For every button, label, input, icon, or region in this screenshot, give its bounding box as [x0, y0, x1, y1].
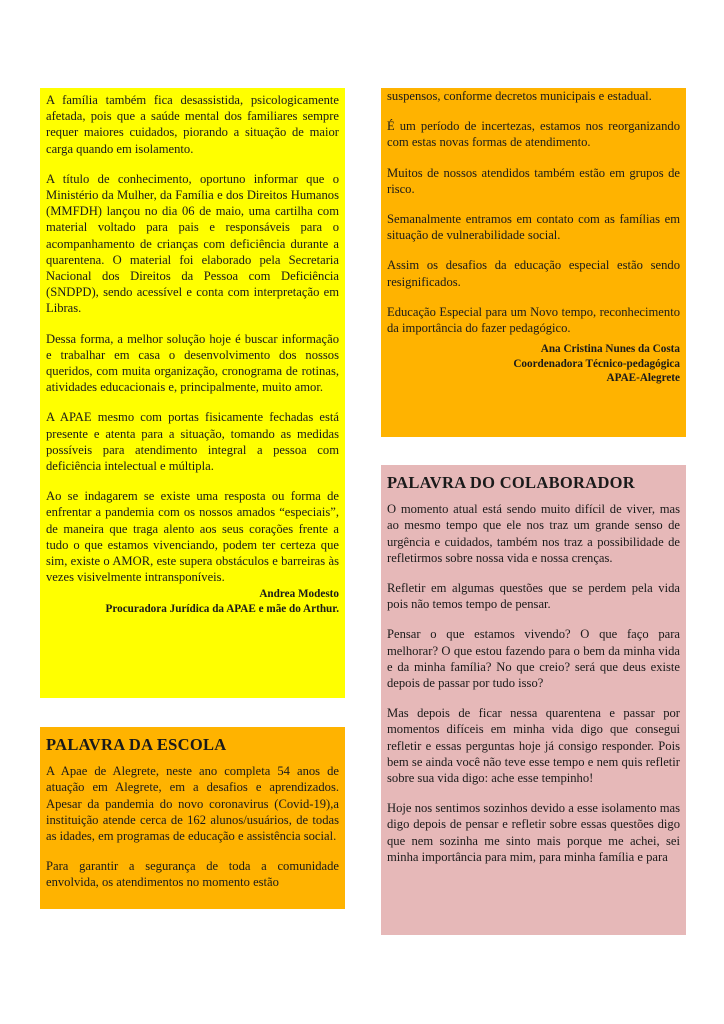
paragraph: Ao se indagarem se existe uma resposta ou forma de enfrentar a pandemia com os nossos amados “especiais”, de maneira que traga alento aos seus corações frente a tudo o que estamos vivenciando, podem ter certeza que sim, existe o AMOR, este supera obstáculos e barreiras às vezes visivelmente intransponíveis. — [46, 489, 339, 585]
paragraph: O momento atual está sendo muito difícil de viver, mas ao mesmo tempo que ele nos traz um grande senso de urgência e cuidados, também nos traz a possibilidade de refletirmos sobre nossa vida e nossa crenças. — [387, 502, 680, 565]
family-section — [40, 88, 345, 698]
paragraph: Assim os desafios da educação especial estão sendo resignificados. — [387, 258, 680, 289]
paragraph: suspensos, conforme decretos municipais e estadual. — [387, 89, 652, 103]
paragraph: A APAE mesmo com portas fisicamente fechadas está presente e atenta para a situação, tomando as medidas possíveis para atendimento integral a pessoa com deficiência intelectual e múltipla. — [46, 410, 339, 474]
paragraph: A título de conhecimento, oportuno informar que o Ministério da Mulher, da Família e dos Direitos Humanos (MMFDH) lançou no dia 06 de maio, uma cartilha com material voltado para pais e responsáveis para o acompanhamento de crianças com deficiência durante a quarentena. O material foi elaborado pela Secretaria Nacional dos Direitos da Pessoa com Deficiência (SNDPD), sendo acessível e conta com interpretação em Libras. — [46, 171, 339, 316]
signature-org: APAE-Alegrete — [606, 372, 680, 385]
signature-name: Ana Cristina Nunes da Costa — [540, 343, 680, 356]
signature-role: Coordenadora Técnico-pedagógica — [513, 357, 680, 370]
paragraph: Para garantir a segurança de toda a comunidade envolvida, os atendimentos no momento estão — [46, 859, 339, 890]
section-heading: PALAVRA DO COLABORADOR — [387, 473, 636, 492]
signature-role: Procuradora Jurídica da APAE e mãe do Arthur. — [105, 602, 339, 615]
signature — [46, 587, 339, 616]
paragraph: Muitos de nossos atendidos também estão em grupos de risco. — [387, 165, 680, 196]
paragraph: Hoje nos sentimos sozinhos devido a esse isolamento mas digo depois de pensar e refletir sobre essas questões digo que nem sozinha me sinto mais porque me achei, sei minha importância para mim, para minha família e para — [387, 801, 680, 864]
paragraph: A família também fica desassistida, psicologicamente afetada, pois que a saúde mental dos familiares sempre requer maiores cuidados, piorando a situação de maior carga quando em isolamento. — [46, 93, 339, 156]
escola-section — [40, 727, 345, 909]
paragraph: Refletir em algumas questões que se perdem pela vida pois não temos tempo de pensar. — [387, 581, 680, 612]
paragraph: Educação Especial para um Novo tempo, reconhecimento da importância do fazer pedagógico. — [387, 304, 680, 336]
escola-continued-section — [381, 88, 686, 437]
paragraph: Pensar o que estamos vivendo? O que faço para melhorar? O que estou fazendo para o bem da minha vida e da minha família? No que creio? será que deus existe depois de passar por tudo isso? — [387, 627, 680, 691]
colaborador-section — [381, 465, 686, 935]
paragraph: Mas depois de ficar nessa quarentena e passar por momentos difíceis em minha vida digo que consegui refletir e essas perguntas hoje já consigo responder. Pois bem se ainda você não teve esse tempo e nem quis refletir sobre sua vida digo: ache esse tempinho! — [387, 706, 680, 786]
signature-name: Andrea Modesto — [259, 588, 339, 601]
paragraph: É um período de incertezas, estamos nos reorganizando com estas novas formas de atendimento. — [387, 119, 680, 150]
paragraph: Semanalmente entramos em contato com as famílias em situação de vulnerabilidade social. — [387, 212, 680, 243]
paragraph: A Apae de Alegrete, neste ano completa 54 anos de atuação em Alegrete, em a desafios e aprendizados. Apesar da pandemia do novo coronavirus (Covid-19),a instituição atende cerca de 162 alunos/usuários, de todas as idades, em programas de educação e assistência social. — [46, 764, 339, 844]
signature — [387, 342, 680, 386]
paragraph: Dessa forma, a melhor solução hoje é buscar informação e trabalhar em casa o desenvolvimento dos nossos queridos, com muita organização, cronograma de rotinas, atividades educacionais e, principalmente, muito amor. — [46, 331, 339, 395]
section-heading: PALAVRA DA ESCOLA — [46, 735, 227, 754]
